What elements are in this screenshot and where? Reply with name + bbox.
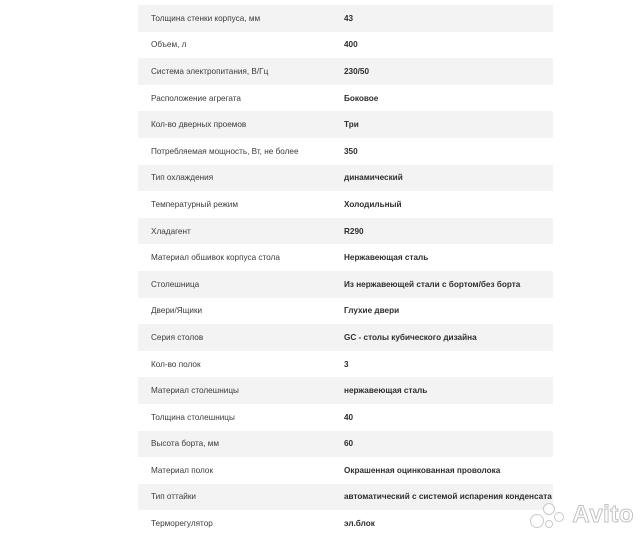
spec-key: Материал обшивок корпуса стола	[151, 253, 280, 263]
spec-key: Кол-во полок	[151, 359, 201, 369]
spec-key: Объем, л	[151, 40, 187, 50]
specs-table	[138, 5, 553, 537]
spec-row	[138, 431, 553, 458]
spec-row	[138, 484, 553, 511]
spec-key: Толщина стенки корпуса, мм	[151, 13, 261, 23]
spec-value: нержавеющая сталь	[344, 386, 428, 396]
spec-value: Окрашенная оцинкованная проволока	[344, 465, 501, 475]
spec-row	[138, 244, 553, 271]
spec-key: Хладагент	[151, 226, 191, 236]
watermark-text: Avito	[572, 501, 634, 528]
spec-value: эл.блок	[344, 519, 375, 529]
spec-row	[138, 377, 553, 404]
spec-key: Серия столов	[151, 332, 204, 342]
spec-row	[138, 32, 553, 59]
spec-row	[138, 191, 553, 218]
spec-value: 43	[344, 13, 354, 23]
spec-row	[138, 85, 553, 112]
spec-row	[138, 5, 553, 32]
spec-value: Из нержавеющей стали с бортом/без борта	[344, 279, 521, 289]
spec-value: 350	[344, 146, 358, 156]
spec-key: Кол-во дверных проемов	[151, 120, 247, 130]
spec-value: 60	[344, 439, 354, 449]
spec-value: R290	[344, 226, 364, 236]
spec-row	[138, 218, 553, 245]
spec-value: GC - столы кубического дизайна	[344, 332, 477, 342]
spec-value: автоматический с системой испарения конденсата	[344, 492, 552, 502]
spec-key: Расположение агрегата	[151, 93, 241, 103]
avito-logo-icon	[530, 500, 568, 530]
spec-row	[138, 298, 553, 325]
spec-row	[138, 111, 553, 138]
spec-key: Тип охлаждения	[151, 173, 214, 183]
spec-key: Потребляемая мощность, Вт, не более	[151, 146, 299, 156]
spec-row	[138, 165, 553, 192]
spec-key: Система электропитания, В/Гц	[151, 66, 269, 76]
spec-key: Материал полок	[151, 465, 214, 475]
spec-row	[138, 58, 553, 85]
spec-key: Двери/Ящики	[151, 306, 203, 316]
spec-key: Тип оттайки	[151, 492, 196, 502]
avito-watermark	[530, 500, 634, 530]
spec-row	[138, 271, 553, 298]
spec-key: Столешница	[151, 279, 200, 289]
spec-key: Высота борта, мм	[151, 439, 220, 449]
spec-row	[138, 404, 553, 431]
spec-value: Три	[344, 120, 359, 130]
spec-key: Материал столешницы	[151, 386, 239, 396]
spec-value: 230/50	[344, 66, 370, 76]
spec-row	[138, 457, 553, 484]
spec-value: динамический	[344, 173, 403, 183]
spec-key: Температурный режим	[151, 199, 238, 209]
spec-row	[138, 351, 553, 378]
spec-row	[138, 138, 553, 165]
spec-value: Боковое	[344, 93, 379, 103]
spec-value: Глухие двери	[344, 306, 400, 316]
spec-row	[138, 324, 553, 351]
spec-value: Холодильный	[344, 199, 402, 209]
spec-value: 400	[344, 40, 358, 50]
spec-value: 3	[344, 359, 349, 369]
spec-value: 40	[344, 412, 354, 422]
spec-value: Нержавеющая сталь	[344, 253, 429, 263]
spec-key: Терморегулятор	[151, 519, 213, 529]
spec-row	[138, 510, 553, 537]
spec-key: Толщина столешницы	[151, 412, 235, 422]
